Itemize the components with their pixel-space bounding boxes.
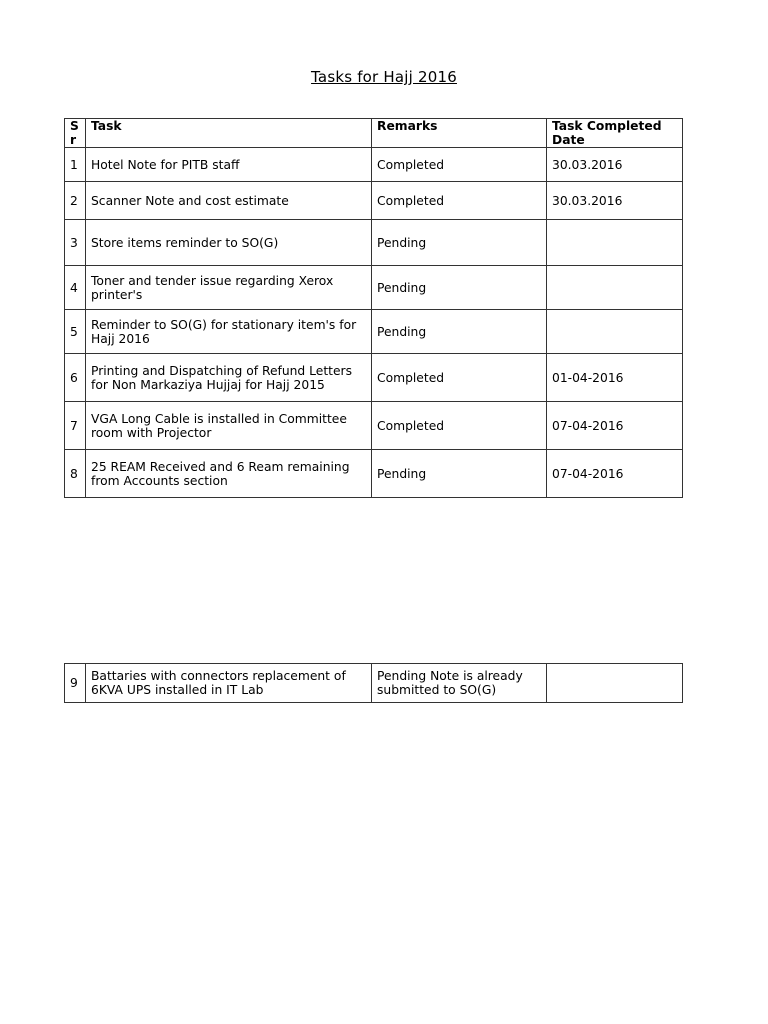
row-task: Toner and tender issue regarding Xerox printer's — [86, 266, 372, 310]
row-task: Hotel Note for PITB staff — [86, 148, 372, 182]
row-sr: 2 — [65, 182, 86, 220]
row-sr: 6 — [65, 354, 86, 402]
row-sr: 8 — [65, 450, 86, 498]
table-row — [65, 354, 683, 402]
tasks-table-continued — [64, 663, 683, 703]
header-remarks: Remarks — [372, 119, 547, 148]
row-date — [547, 664, 683, 703]
row-task: Reminder to SO(G) for stationary item's for Hajj 2016 — [86, 310, 372, 354]
row-date: 30.03.2016 — [547, 182, 683, 220]
table-row — [65, 402, 683, 450]
row-date — [547, 310, 683, 354]
row-task: Store items reminder to SO(G) — [86, 220, 372, 266]
row-sr: 5 — [65, 310, 86, 354]
row-task: VGA Long Cable is installed in Committee room with Projector — [86, 402, 372, 450]
row-remarks: Pending — [372, 450, 547, 498]
table-row — [65, 148, 683, 182]
row-remarks: Pending Note is already submitted to SO(G) — [372, 664, 547, 703]
row-sr: 3 — [65, 220, 86, 266]
table-row — [65, 266, 683, 310]
row-task: Scanner Note and cost estimate — [86, 182, 372, 220]
row-remarks: Pending — [372, 310, 547, 354]
table-row — [65, 450, 683, 498]
row-remarks: Pending — [372, 266, 547, 310]
row-sr: 4 — [65, 266, 86, 310]
tasks-table — [64, 118, 683, 498]
table-row — [65, 310, 683, 354]
row-task: Battaries with connectors replacement of 6KVA UPS installed in IT Lab — [86, 664, 372, 703]
row-task: Printing and Dispatching of Refund Letters for Non Markaziya Hujjaj for Hajj 2015 — [86, 354, 372, 402]
header-sr: S r — [65, 119, 86, 148]
row-remarks: Completed — [372, 182, 547, 220]
row-sr: 1 — [65, 148, 86, 182]
row-remarks: Completed — [372, 148, 547, 182]
row-date: 07-04-2016 — [547, 402, 683, 450]
row-date: 30.03.2016 — [547, 148, 683, 182]
header-date: Task Completed Date — [547, 119, 683, 148]
table-row — [65, 664, 683, 703]
row-sr: 7 — [65, 402, 86, 450]
table-row — [65, 182, 683, 220]
table-row — [65, 220, 683, 266]
row-sr: 9 — [65, 664, 86, 703]
row-date: 01-04-2016 — [547, 354, 683, 402]
table-header-row — [65, 119, 683, 148]
header-task: Task — [86, 119, 372, 148]
document-title: Tasks for Hajj 2016 — [311, 68, 457, 86]
row-remarks: Completed — [372, 402, 547, 450]
row-task: 25 REAM Received and 6 Ream remaining from Accounts section — [86, 450, 372, 498]
row-date — [547, 266, 683, 310]
row-date: 07-04-2016 — [547, 450, 683, 498]
row-remarks: Pending — [372, 220, 547, 266]
row-date — [547, 220, 683, 266]
row-remarks: Completed — [372, 354, 547, 402]
